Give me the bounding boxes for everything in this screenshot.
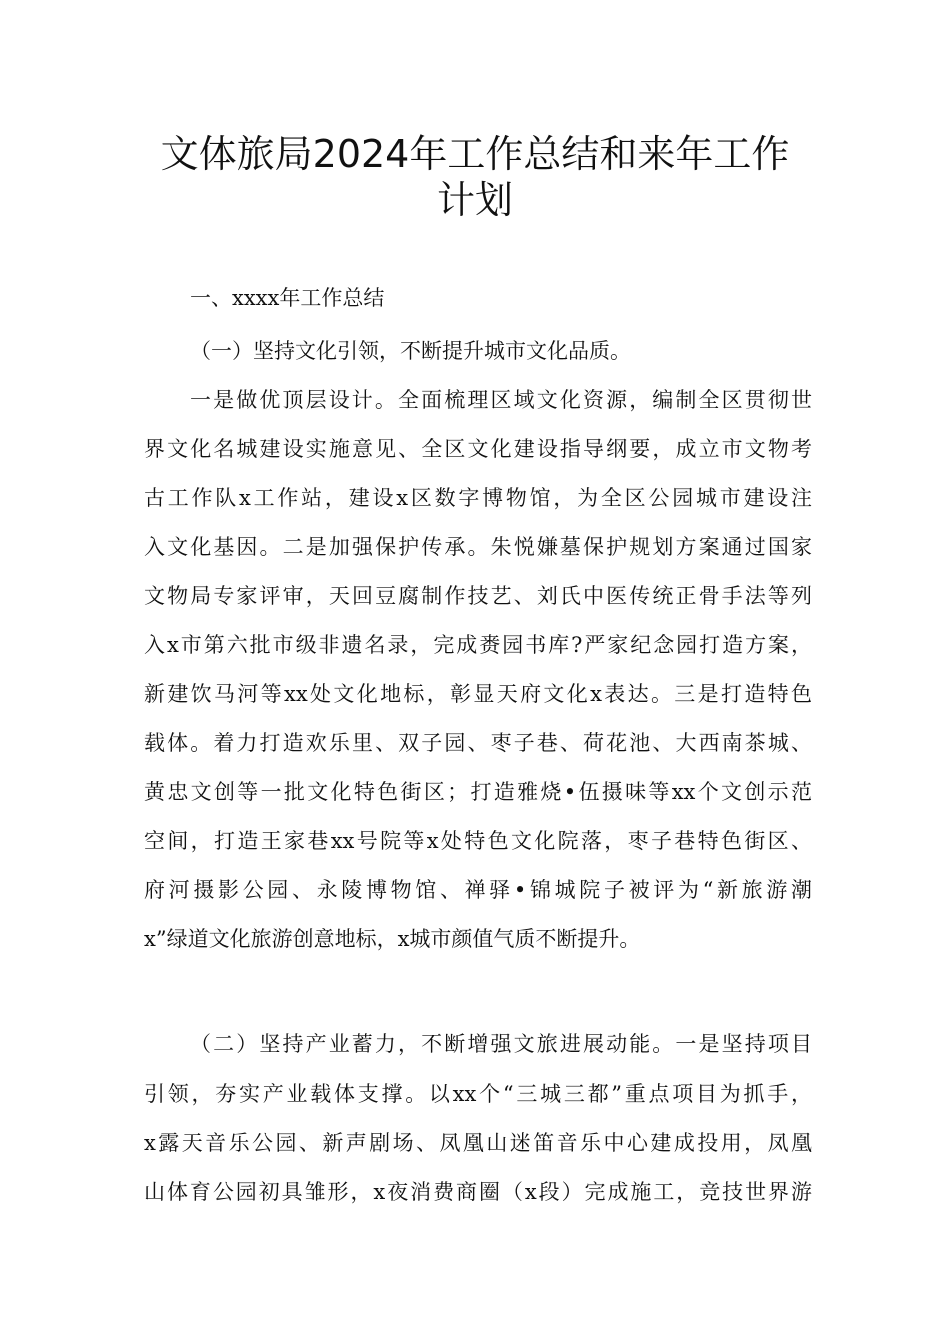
- paragraph-line: 入文化基因。二是加强保护传承。朱悦嫌墓保护规划方案通过国家: [144, 535, 812, 559]
- paragraph-line: 古工作队x工作站，建设x区数字博物馆，为全区公园城市建设注: [144, 486, 812, 510]
- subsection-heading-1: （一）坚持文化引领，不断提升城市文化品质。: [190, 339, 631, 363]
- paragraph-line: 载体。着力打造欢乐里、双子园、枣子巷、荷花池、大西南茶城、: [144, 731, 812, 755]
- document-title-line-2: 计划: [436, 178, 513, 222]
- paragraph-line: x露天音乐公园、新声剧场、凤凰山迷笛音乐中心建成投用，凤凰: [144, 1131, 812, 1155]
- document-title-line-1: 文体旅局2024年工作总结和来年工作: [160, 132, 790, 176]
- paragraph-line: 新建饮马河等xx处文化地标，彰显天府文化x表达。三是打造特色: [144, 682, 812, 706]
- paragraph-line: 引领，夯实产业载体支撑。以xx个“三城三都”重点项目为抓手，: [144, 1082, 812, 1106]
- paragraph-line: 一是做优顶层设计。全面梳理区域文化资源，编制全区贯彻世: [190, 388, 812, 412]
- paragraph-line: 空间，打造王家巷xx号院等x处特色文化院落，枣子巷特色街区、: [144, 829, 812, 853]
- section-heading: 一、xxxx年工作总结: [190, 286, 385, 310]
- paragraph-line: 界文化名城建设实施意见、全区文化建设指导纲要，成立市文物考: [144, 437, 812, 461]
- paragraph-line: 入x市第六批市级非遗名录，完成赉园书库?严家纪念园打造方案，: [144, 633, 812, 657]
- paragraph-line: 文物局专家评审，天回豆腐制作技艺、刘氏中医传统正骨手法等列: [144, 584, 812, 608]
- paragraph-line: （二）坚持产业蓄力，不断增强文旅进展动能。一是坚持项目: [190, 1032, 812, 1056]
- paragraph-line: 府河摄影公园、永陵博物馆、禅驿•锦城院子被评为“新旅游潮: [144, 878, 812, 902]
- paragraph-line: 山体育公园初具雏形，x夜消费商圈（x段）完成施工，竞技世界游: [144, 1180, 812, 1204]
- paragraph-line: x”绿道文化旅游创意地标，x城市颜值气质不断提升。: [144, 927, 641, 951]
- paragraph-line: 黄忠文创等一批文化特色街区；打造雅烧•伍摄味等xx个文创示范: [144, 780, 812, 804]
